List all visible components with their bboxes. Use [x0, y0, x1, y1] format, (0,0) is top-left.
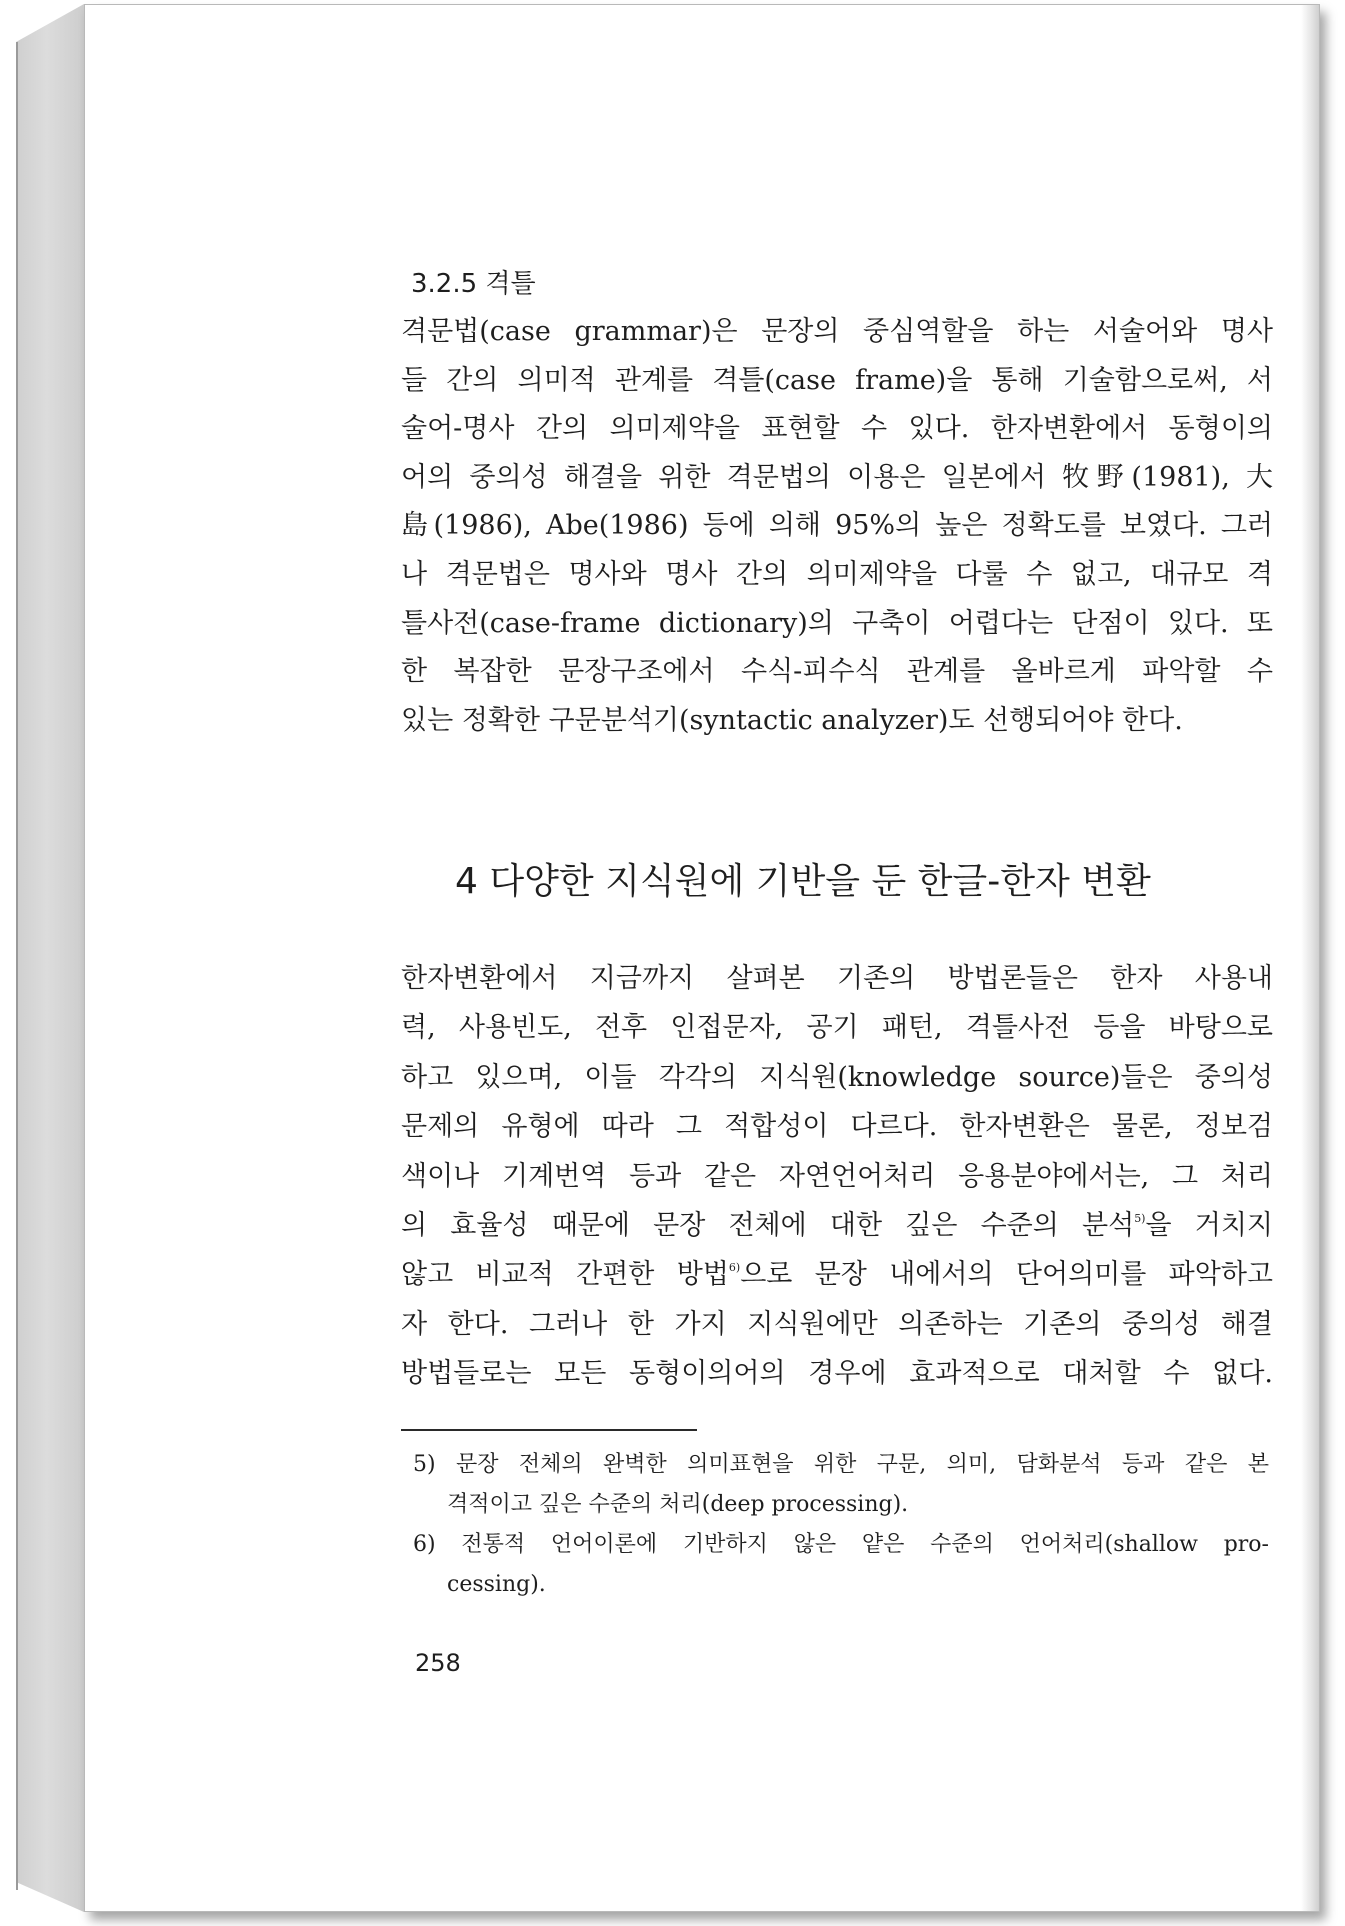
paragraph-line: 한 복잡한 문장구조에서 수식-피수식 관계를 올바르게 파악할 수 — [401, 656, 1273, 688]
book-page — [84, 4, 1320, 1912]
footnote-line: 6) 전통적 언어이론에 기반하지 않은 얕은 수준의 언어처리(shallow pro- — [413, 1532, 1269, 1557]
paragraph-line — [401, 1250, 1273, 1299]
paragraph-case-frame — [401, 308, 1273, 745]
page-edge-shade — [1301, 5, 1319, 1911]
line-text: 의 효율성 때문에 문장 전체에 대한 깊은 수준의 분석 — [401, 1209, 1135, 1241]
paragraph-line: 있는 정확한 구문분석기(syntactic analyzer)도 선행되어야 한다. — [401, 704, 1183, 736]
line-text: 으로 문장 내에서의 단어의미를 파악하고 — [740, 1259, 1273, 1291]
book-spine — [16, 4, 84, 1912]
line-text: 않고 비교적 간편한 방법 — [401, 1259, 729, 1291]
paragraph-line: 들 간의 의미적 관계를 격틀(case frame)을 통해 기술함으로써, 서 — [401, 364, 1273, 396]
paragraph-line: 색이나 기계번역 등과 같은 자연언어처리 응용분야에서는, 그 처리 — [401, 1160, 1273, 1192]
footnote-line: 격적이고 깊은 수준의 처리(deep processing). — [447, 1492, 909, 1517]
chapter-heading: 4 다양한 지식원에 기반을 둔 한글-한자 변환 — [455, 861, 1151, 902]
paragraph-line: 술어-명사 간의 의미제약을 표현할 수 있다. 한자변환에서 동형이의 — [401, 413, 1273, 445]
footnote-line: cessing). — [447, 1572, 546, 1597]
paragraph-line: 력, 사용빈도, 전후 인접문자, 공기 패턴, 격틀사전 등을 바탕으로 — [401, 1012, 1273, 1044]
paragraph-line: 島(1986), Abe(1986) 등에 의해 95%의 높은 정확도를 보였다. 그러 — [401, 510, 1273, 542]
footnote-reference-5[interactable]: 5) — [1134, 1211, 1146, 1225]
line-text: 을 거치지 — [1145, 1209, 1273, 1241]
footnote-5 — [413, 1445, 1269, 1525]
footnote-6 — [413, 1525, 1269, 1605]
paragraph-line: 어의 중의성 해결을 위한 격문법의 이용은 일본에서 牧野(1981), 大 — [401, 461, 1273, 493]
spine-edge — [16, 42, 18, 1890]
footnote-divider — [401, 1429, 697, 1431]
paragraph-line: 한자변환에서 지금까지 살펴본 기존의 방법론들은 한자 사용내 — [401, 963, 1273, 994]
paragraph-line: 방법들로는 모든 동형이의어의 경우에 효과적으로 대처할 수 없다. — [401, 1358, 1273, 1390]
paragraph-line: 틀사전(case-frame dictionary)의 구축이 어렵다는 단점이 있다. 또 — [401, 607, 1273, 639]
paragraph-line: 문제의 유형에 따라 그 적합성이 다르다. 한자변환은 물론, 정보검 — [401, 1111, 1273, 1143]
section-heading: 3.2.5 격틀 — [411, 269, 536, 299]
footnote-reference-6[interactable]: 6) — [728, 1261, 741, 1275]
paragraph-line: 자 한다. 그러나 한 가지 지식원에만 의존하는 기존의 중의성 해결 — [401, 1308, 1273, 1340]
footnote-line: 5) 문장 전체의 완벽한 의미표현을 위한 구문, 의미, 담화분석 등과 같은 본 — [413, 1452, 1269, 1477]
paragraph-knowledge-sources — [401, 954, 1273, 1399]
paragraph-line: 하고 있으며, 이들 각각의 지식원(knowledge source)들은 중의성 — [401, 1061, 1273, 1093]
footnotes — [413, 1445, 1269, 1605]
paragraph-line — [401, 1201, 1273, 1250]
paragraph-line: 격문법(case grammar)은 문장의 중심역할을 하는 서술어와 명사 — [401, 316, 1273, 347]
page-number: 258 — [415, 1649, 461, 1677]
paragraph-line: 나 격문법은 명사와 명사 간의 의미제약을 다룰 수 없고, 대규모 격 — [401, 558, 1273, 590]
